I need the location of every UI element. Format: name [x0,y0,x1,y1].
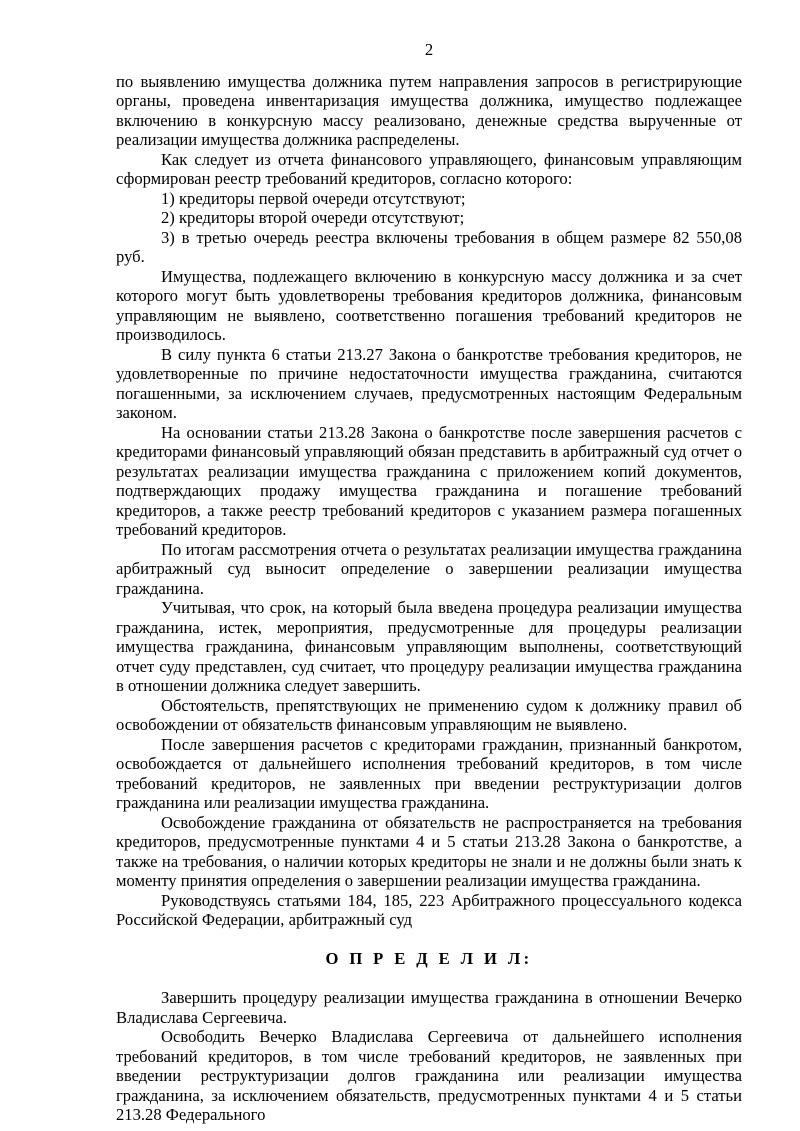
list-item-first-queue: 1) кредиторы первой очереди отсутствуют; [161,188,466,208]
ruling-heading: О П Р Е Д Е Л И Л: [325,948,533,968]
paragraph-review-outcome: По итогам рассмотрения отчета о результатах реализации имущества гражданина арбитражный суд выносит определение о завершении реализации имущества гражданина. [116,539,742,598]
paragraph-continuation: по выявлению имущества должника путем направления запросов в регистрирующие органы, проведена инвентаризация имущества должника, имущество подлежащее включению в конкурсную массу реализовано, денежные средства вырученные от реализации имущества должника распределены. [116,71,742,149]
paragraph-article-213-28: На основании статьи 213.28 Закона о банкротстве после завершения расчетов с кредиторами финансовый управляющий обязан представить в арбитражный суд отчет о результатах реализации имущества гражданина с приложением копий документов, подтверждающих продажу имущества гражданина и погашение требований кредиторов, а также реестр требований кредиторов с указанием размера погашенных требований кредиторов. [116,422,742,539]
paragraph-release: После завершения расчетов с кредиторами гражданин, признанный банкротом, освобождается от дальнейшего исполнения требований кредиторов, в том числе требований кредиторов, не заявленных при введении реструктуризации долгов гражданина или реализации имущества гражданина. [116,734,742,812]
paragraph-considering: Учитывая, что срок, на который была введена процедура реализации имущества гражданина, истек, мероприятия, предусмотренные для процедуры реализации имущества гражданина, финансовым управляющим выполнены, соответствующий отчет суду представлен, суд считает, что процедуру реализации имущества гражданина в отношении должника следует завершить. [116,598,742,695]
paragraph-exceptions: Освобождение гражданина от обязательств не распространяется на требования кредиторов, предусмотренные пунктами 4 и 5 статьи 213.28 Закона о банкротстве, а также на требования, о наличии которых кредиторы не знали и не должны были знать к моменту принятия определения о завершении реализации имущества гражданина. [116,812,742,890]
list-item-second-queue: 2) кредиторы второй очереди отсутствуют; [161,208,465,227]
body-after-heading [116,988,742,1125]
list-item-third-queue: 3) в третью очередь реестра включены требования в общем размере 82 550,08 руб. [116,227,742,266]
body-before-heading [116,72,742,930]
paragraph-release-debtor: Освободить Вечерко Владислава Сергеевича от дальнейшего исполнения требований кредиторов, в том числе требований кредиторов, не заявленных при введении реструктуризации долгов гражданина или реализации имущества гражданина, за исключением обязательств, предусмотренных пунктами 4 и 5 статьи 213.28 Федерального [116,1027,742,1124]
paragraph-complete-procedure: Завершить процедуру реализации имущества гражданина в отношении Вечерко Владислава Сергеевича. [116,988,742,1027]
page-number: 2 [424,40,434,59]
paragraph-report-intro: Как следует из отчета финансового управляющего, финансовым управляющим сформирован реестр требований кредиторов, согласно которого: [116,149,742,188]
paragraph-circumstances: Обстоятельств, препятствующих не применению судом к должнику правил об освобождении от обязательств финансовым управляющим не выявлено. [116,695,742,734]
paragraph-article-213-27: В силу пункта 6 статьи 213.27 Закона о банкротстве требования кредиторов, не удовлетворенные по причине недостаточности имущества гражданина, считаются погашенными, за исключением случаев, предусмотренных настоящим Федеральным законом. [116,344,742,422]
paragraph-no-property: Имущества, подлежащего включению в конкурсную массу должника и за счет которого могут быть удовлетворены требования кредиторов должника, финансовым управляющим не выявлено, соответственно погашения требований кредиторов не производилось. [116,266,742,344]
paragraph-guided-by: Руководствуясь статьями 184, 185, 223 Арбитражного процессуального кодекса Российской Федерации, арбитражный суд [116,890,742,929]
document-page [116,40,742,1125]
